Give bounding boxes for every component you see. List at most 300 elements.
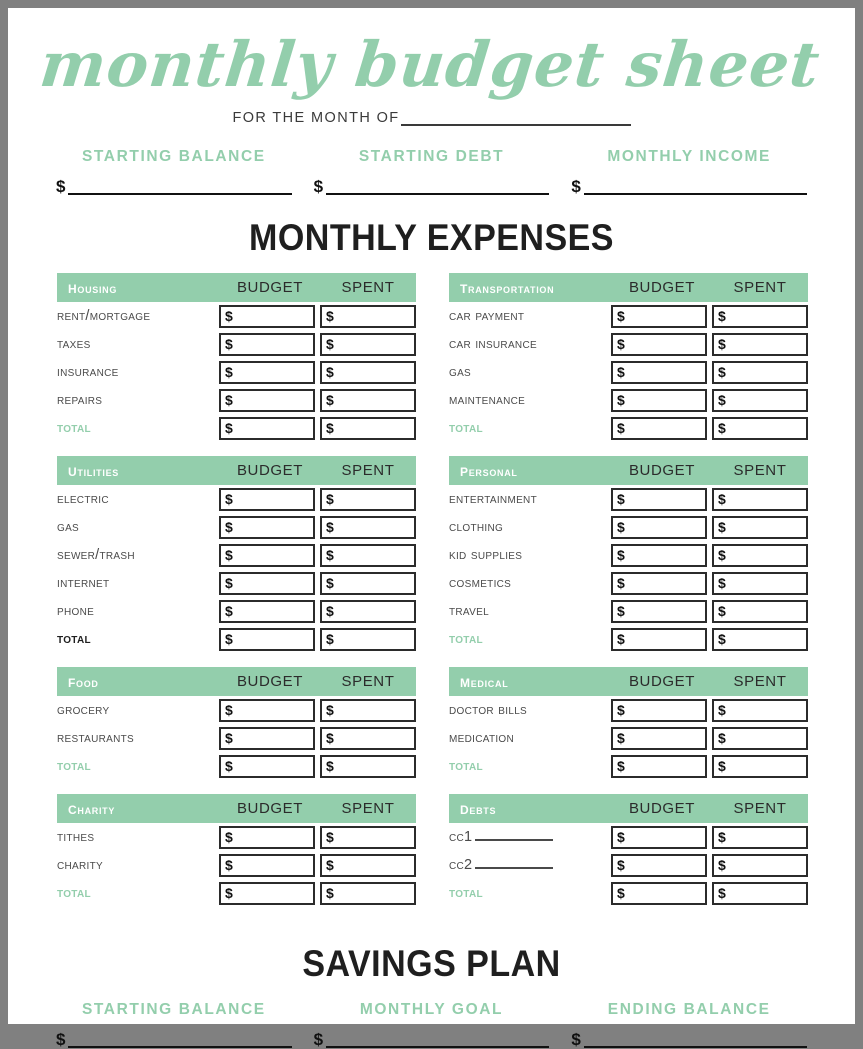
expense-row	[57, 541, 416, 569]
currency-symbol: $	[718, 491, 726, 507]
currency-symbol: $	[326, 631, 334, 647]
budget-input-charity-tithes[interactable]	[219, 826, 315, 849]
currency-symbol: $	[617, 547, 625, 563]
savings-field-ending-balance	[571, 1001, 807, 1048]
amount-inputs	[219, 826, 416, 849]
row-label-utilities-internet: internet	[57, 575, 110, 591]
currency-symbol: $	[225, 631, 233, 647]
savings-fields	[56, 1001, 807, 1048]
currency-symbol: $	[225, 392, 233, 408]
row-label-charity-tithes: tithes	[57, 829, 95, 845]
spent-input-medical-total[interactable]	[712, 755, 808, 778]
currency-symbol: $	[225, 575, 233, 591]
budget-input-transportation-total[interactable]	[611, 417, 707, 440]
column-header-spent: SPENT	[341, 673, 395, 690]
budget-input-debts-cc1[interactable]	[611, 826, 707, 849]
spent-input-personal-cosmetics[interactable]	[712, 572, 808, 595]
budget-input-housing-repairs[interactable]	[219, 389, 315, 412]
category-name: transportation	[460, 277, 555, 297]
spent-input-medical-medication[interactable]	[712, 727, 808, 750]
savings-label-starting-balance: STARTING BALANCE	[81, 1001, 266, 1018]
expense-row	[57, 597, 416, 625]
spent-input-housing-total[interactable]	[320, 417, 416, 440]
row-label-personal-travel: travel	[449, 603, 489, 619]
spent-input-housing-rent-mortgage[interactable]	[320, 305, 416, 328]
month-of-line	[8, 110, 855, 126]
spent-input-utilities-internet[interactable]	[320, 572, 416, 595]
currency-symbol: $	[326, 702, 334, 718]
currency-symbol: $	[617, 885, 625, 901]
spent-input-charity-charity[interactable]	[320, 854, 416, 877]
amount-inputs	[611, 488, 808, 511]
row-label-medical-doctor-bills: doctor bills	[449, 702, 528, 718]
spent-input-utilities-gas[interactable]	[320, 516, 416, 539]
amount-inputs	[219, 600, 416, 623]
expense-row	[57, 485, 416, 513]
spent-input-housing-insurance[interactable]	[320, 361, 416, 384]
currency-symbol: $	[326, 519, 334, 535]
currency-symbol: $	[718, 829, 726, 845]
budget-input-personal-entertainment[interactable]	[611, 488, 707, 511]
savings-input-row	[571, 1031, 807, 1048]
write-in-blank-cc2[interactable]	[475, 858, 553, 869]
budget-input-personal-travel[interactable]	[611, 600, 707, 623]
currency-symbol: $	[225, 336, 233, 352]
expense-row	[449, 513, 808, 541]
column-header-spent: SPENT	[733, 462, 787, 479]
currency-symbol: $	[718, 392, 726, 408]
budget-input-charity-charity[interactable]	[219, 854, 315, 877]
currency-symbol: $	[617, 702, 625, 718]
amount-inputs	[611, 600, 808, 623]
expense-row	[449, 724, 808, 752]
currency-symbol: $	[617, 730, 625, 746]
summary-input-row	[314, 178, 550, 195]
budget-input-medical-doctor-bills[interactable]	[611, 699, 707, 722]
currency-symbol: $	[326, 547, 334, 563]
expense-row	[449, 386, 808, 414]
amount-inputs	[611, 699, 808, 722]
expense-row	[57, 851, 416, 879]
expense-row	[57, 330, 416, 358]
summary-field-starting-debt	[314, 148, 572, 195]
summary-input-starting-balance[interactable]	[68, 182, 291, 195]
expense-row	[449, 330, 808, 358]
expense-row	[57, 386, 416, 414]
expense-row	[449, 485, 808, 513]
column-header-spent: SPENT	[733, 279, 787, 296]
amount-inputs	[611, 361, 808, 384]
budget-input-transportation-car-insurance[interactable]	[611, 333, 707, 356]
amount-inputs	[219, 854, 416, 877]
currency-symbol: $	[617, 336, 625, 352]
budget-input-utilities-gas[interactable]	[219, 516, 315, 539]
budget-input-personal-total[interactable]	[611, 628, 707, 651]
summary-label-starting-balance: STARTING BALANCE	[81, 148, 266, 165]
currency-symbol: $	[225, 547, 233, 563]
category-food	[57, 667, 416, 780]
total-row	[57, 625, 416, 653]
spent-input-transportation-car-payment[interactable]	[712, 305, 808, 328]
budget-input-housing-insurance[interactable]	[219, 361, 315, 384]
row-label-housing-taxes: taxes	[57, 336, 91, 352]
expense-row	[449, 851, 808, 879]
spent-input-food-restaurants[interactable]	[320, 727, 416, 750]
spent-input-food-total[interactable]	[320, 755, 416, 778]
currency-symbol: $	[326, 885, 334, 901]
category-utilities	[57, 456, 416, 653]
expense-column-right	[449, 273, 808, 921]
spent-input-charity-tithes[interactable]	[320, 826, 416, 849]
summary-input-starting-debt[interactable]	[326, 182, 549, 195]
row-label-medical-medication: medication	[449, 730, 515, 746]
currency-symbol: $	[718, 631, 726, 647]
category-housing	[57, 273, 416, 442]
currency-symbol: $	[225, 491, 233, 507]
currency-symbol: $	[326, 857, 334, 873]
currency-symbol: $	[617, 575, 625, 591]
column-header-spent: SPENT	[341, 279, 395, 296]
currency-symbol: $	[225, 885, 233, 901]
row-label-food-grocery: grocery	[57, 702, 110, 718]
row-label-personal-entertainment: entertainment	[449, 491, 537, 507]
row-label-debts-cc2: cc2	[449, 857, 611, 873]
savings-field-monthly-goal	[314, 1001, 572, 1048]
expense-row	[449, 302, 808, 330]
total-row	[449, 625, 808, 653]
currency-symbol: $	[617, 308, 625, 324]
expense-row	[57, 696, 416, 724]
spent-input-utilities-electric[interactable]	[320, 488, 416, 511]
spent-input-debts-total[interactable]	[712, 882, 808, 905]
currency-symbol: $	[571, 177, 581, 196]
amount-inputs	[611, 417, 808, 440]
summary-fields	[56, 148, 807, 195]
row-label-transportation-maintenance: maintenance	[449, 392, 526, 408]
category-header-personal	[449, 456, 808, 485]
category-header-medical	[449, 667, 808, 696]
currency-symbol: $	[617, 392, 625, 408]
row-label-personal-cosmetics: cosmetics	[449, 575, 512, 591]
spent-input-personal-clothing[interactable]	[712, 516, 808, 539]
row-label-debts-cc1: cc1	[449, 829, 611, 845]
row-label-personal-clothing: clothing	[449, 519, 504, 535]
budget-input-medical-total[interactable]	[611, 755, 707, 778]
currency-symbol: $	[718, 575, 726, 591]
category-transportation	[449, 273, 808, 442]
row-label-charity-charity: charity	[57, 857, 103, 873]
currency-symbol: $	[617, 631, 625, 647]
column-header-budget: BUDGET	[628, 462, 696, 479]
currency-symbol: $	[225, 730, 233, 746]
currency-symbol: $	[617, 603, 625, 619]
row-label-transportation-gas: gas	[449, 364, 472, 380]
amount-inputs	[219, 882, 416, 905]
expense-row	[57, 823, 416, 851]
category-name: medical	[460, 671, 509, 691]
amount-inputs	[611, 544, 808, 567]
currency-symbol: $	[718, 857, 726, 873]
spent-input-food-grocery[interactable]	[320, 699, 416, 722]
spent-input-personal-entertainment[interactable]	[712, 488, 808, 511]
amount-inputs	[611, 572, 808, 595]
budget-input-utilities-total[interactable]	[219, 628, 315, 651]
amount-inputs	[611, 305, 808, 328]
category-header-utilities	[57, 456, 416, 485]
budget-input-transportation-gas[interactable]	[611, 361, 707, 384]
savings-input-starting-balance[interactable]	[68, 1035, 291, 1048]
row-label-utilities-total: total	[57, 631, 91, 647]
amount-inputs	[611, 854, 808, 877]
currency-symbol: $	[225, 829, 233, 845]
currency-symbol: $	[718, 420, 726, 436]
currency-symbol: $	[225, 702, 233, 718]
summary-field-monthly-income	[571, 148, 807, 195]
savings-label-monthly-goal: MONTHLY GOAL	[359, 1001, 504, 1018]
amount-inputs	[611, 882, 808, 905]
budget-input-utilities-internet[interactable]	[219, 572, 315, 595]
category-medical	[449, 667, 808, 780]
currency-symbol: $	[326, 730, 334, 746]
total-row	[449, 752, 808, 780]
currency-symbol: $	[225, 603, 233, 619]
currency-symbol: $	[225, 364, 233, 380]
spent-input-personal-total[interactable]	[712, 628, 808, 651]
row-label-housing-insurance: insurance	[57, 364, 119, 380]
spent-input-debts-cc2[interactable]	[712, 854, 808, 877]
currency-symbol: $	[326, 308, 334, 324]
amount-inputs	[219, 389, 416, 412]
page-title: monthly budget sheet	[36, 28, 824, 101]
currency-symbol: $	[718, 730, 726, 746]
column-header-spent: SPENT	[733, 800, 787, 817]
currency-symbol: $	[718, 308, 726, 324]
budget-input-housing-taxes[interactable]	[219, 333, 315, 356]
expense-row	[449, 597, 808, 625]
budget-input-debts-total[interactable]	[611, 882, 707, 905]
expense-row	[449, 823, 808, 851]
budget-input-food-restaurants[interactable]	[219, 727, 315, 750]
column-header-budget: BUDGET	[236, 279, 304, 296]
column-header-spent: SPENT	[341, 462, 395, 479]
category-name: utilities	[68, 460, 119, 480]
summary-label-starting-debt: STARTING DEBT	[358, 148, 505, 165]
expense-row	[57, 302, 416, 330]
amount-inputs	[219, 699, 416, 722]
summary-label-monthly-income: MONTHLY INCOME	[607, 148, 771, 165]
currency-symbol: $	[56, 177, 66, 196]
category-name: charity	[68, 798, 116, 818]
row-label-medical-total: total	[449, 758, 483, 774]
currency-symbol: $	[718, 364, 726, 380]
column-header-budget: BUDGET	[628, 673, 696, 690]
budget-input-personal-kid-supplies[interactable]	[611, 544, 707, 567]
currency-symbol: $	[326, 336, 334, 352]
amount-inputs	[219, 488, 416, 511]
budget-input-utilities-phone[interactable]	[219, 600, 315, 623]
amount-inputs	[219, 361, 416, 384]
category-header-debts	[449, 794, 808, 823]
spent-input-utilities-total[interactable]	[320, 628, 416, 651]
total-row	[449, 414, 808, 442]
budget-input-personal-cosmetics[interactable]	[611, 572, 707, 595]
spent-input-housing-repairs[interactable]	[320, 389, 416, 412]
currency-symbol: $	[313, 177, 324, 196]
currency-symbol: $	[718, 519, 726, 535]
spent-input-personal-kid-supplies[interactable]	[712, 544, 808, 567]
expense-row	[449, 541, 808, 569]
amount-inputs	[611, 755, 808, 778]
category-name: personal	[460, 460, 518, 480]
spent-input-personal-travel[interactable]	[712, 600, 808, 623]
budget-input-food-total[interactable]	[219, 755, 315, 778]
currency-symbol: $	[718, 603, 726, 619]
column-header-budget: BUDGET	[628, 800, 696, 817]
category-charity	[57, 794, 416, 907]
currency-symbol: $	[617, 857, 625, 873]
row-label-food-total: total	[57, 758, 91, 774]
summary-input-row	[56, 178, 292, 195]
currency-symbol: $	[326, 364, 334, 380]
amount-inputs	[611, 628, 808, 651]
category-name: food	[68, 671, 99, 691]
spent-input-utilities-sewer-trash[interactable]	[320, 544, 416, 567]
row-label-transportation-car-payment: car payment	[449, 308, 525, 324]
spent-input-housing-taxes[interactable]	[320, 333, 416, 356]
savings-input-ending-balance[interactable]	[584, 1035, 807, 1048]
spent-input-transportation-gas[interactable]	[712, 361, 808, 384]
monthly-expenses-heading: MONTHLY EXPENSES	[249, 217, 614, 258]
category-debts	[449, 794, 808, 907]
currency-symbol: $	[617, 519, 625, 535]
row-label-debts-total: total	[449, 885, 483, 901]
expense-row	[57, 724, 416, 752]
currency-symbol: $	[326, 603, 334, 619]
currency-symbol: $	[56, 1030, 66, 1049]
currency-symbol: $	[718, 758, 726, 774]
currency-symbol: $	[326, 575, 334, 591]
summary-input-row	[571, 178, 807, 195]
category-name: debts	[460, 798, 497, 818]
row-label-personal-total: total	[449, 631, 483, 647]
expense-row	[57, 358, 416, 386]
currency-symbol: $	[313, 1030, 324, 1049]
amount-inputs	[219, 544, 416, 567]
savings-field-starting-balance	[56, 1001, 314, 1048]
amount-inputs	[219, 727, 416, 750]
currency-symbol: $	[225, 420, 233, 436]
currency-symbol: $	[326, 758, 334, 774]
currency-symbol: $	[617, 491, 625, 507]
currency-symbol: $	[718, 702, 726, 718]
month-of-input[interactable]	[401, 112, 631, 126]
amount-inputs	[611, 333, 808, 356]
budget-input-transportation-car-payment[interactable]	[611, 305, 707, 328]
currency-symbol: $	[225, 519, 233, 535]
amount-inputs	[219, 417, 416, 440]
currency-symbol: $	[326, 392, 334, 408]
currency-symbol: $	[225, 758, 233, 774]
write-in-blank-cc1[interactable]	[475, 830, 553, 841]
row-label-utilities-electric: electric	[57, 491, 109, 507]
category-header-food	[57, 667, 416, 696]
amount-inputs	[219, 572, 416, 595]
row-label-housing-repairs: repairs	[57, 392, 103, 408]
budget-input-housing-rent-mortgage[interactable]	[219, 305, 315, 328]
amount-inputs	[611, 389, 808, 412]
currency-symbol: $	[326, 491, 334, 507]
amount-inputs	[219, 305, 416, 328]
amount-inputs	[219, 333, 416, 356]
budget-input-transportation-maintenance[interactable]	[611, 389, 707, 412]
total-row	[57, 414, 416, 442]
category-header-transportation	[449, 273, 808, 302]
spent-input-transportation-car-insurance[interactable]	[712, 333, 808, 356]
total-row	[57, 752, 416, 780]
currency-symbol: $	[225, 308, 233, 324]
currency-symbol: $	[571, 1030, 581, 1049]
category-personal	[449, 456, 808, 653]
currency-symbol: $	[718, 885, 726, 901]
amount-inputs	[219, 628, 416, 651]
currency-symbol: $	[617, 758, 625, 774]
spent-input-debts-cc1[interactable]	[712, 826, 808, 849]
amount-inputs	[219, 516, 416, 539]
currency-symbol: $	[225, 857, 233, 873]
row-label-food-restaurants: restaurants	[57, 730, 135, 746]
summary-field-starting-balance	[56, 148, 314, 195]
currency-symbol: $	[326, 420, 334, 436]
column-header-budget: BUDGET	[236, 800, 304, 817]
amount-inputs	[219, 755, 416, 778]
row-label-utilities-sewer-trash: sewer/trash	[57, 547, 135, 563]
month-of-label: FOR THE MONTH OF	[232, 110, 400, 126]
budget-input-medical-medication[interactable]	[611, 727, 707, 750]
expense-column-left	[57, 273, 416, 921]
summary-input-monthly-income[interactable]	[584, 182, 807, 195]
savings-label-ending-balance: ENDING BALANCE	[607, 1001, 771, 1018]
savings-plan-heading: SAVINGS PLAN	[302, 943, 561, 984]
budget-input-food-grocery[interactable]	[219, 699, 315, 722]
row-label-transportation-total: total	[449, 420, 483, 436]
currency-symbol: $	[718, 336, 726, 352]
currency-symbol: $	[718, 547, 726, 563]
expense-grid	[57, 273, 808, 921]
spent-input-transportation-maintenance[interactable]	[712, 389, 808, 412]
row-label-charity-total: total	[57, 885, 91, 901]
savings-input-row	[56, 1031, 292, 1048]
spent-input-charity-total[interactable]	[320, 882, 416, 905]
spent-input-utilities-phone[interactable]	[320, 600, 416, 623]
budget-input-utilities-sewer-trash[interactable]	[219, 544, 315, 567]
category-header-housing	[57, 273, 416, 302]
savings-input-monthly-goal[interactable]	[326, 1035, 549, 1048]
currency-symbol: $	[617, 829, 625, 845]
currency-symbol: $	[617, 364, 625, 380]
column-header-budget: BUDGET	[236, 462, 304, 479]
spent-input-medical-doctor-bills[interactable]	[712, 699, 808, 722]
budget-input-housing-total[interactable]	[219, 417, 315, 440]
budget-input-charity-total[interactable]	[219, 882, 315, 905]
budget-input-personal-clothing[interactable]	[611, 516, 707, 539]
spent-input-transportation-total[interactable]	[712, 417, 808, 440]
row-label-utilities-phone: phone	[57, 603, 95, 619]
amount-inputs	[611, 826, 808, 849]
budget-input-utilities-electric[interactable]	[219, 488, 315, 511]
budget-input-debts-cc2[interactable]	[611, 854, 707, 877]
expense-row	[449, 358, 808, 386]
currency-symbol: $	[326, 829, 334, 845]
